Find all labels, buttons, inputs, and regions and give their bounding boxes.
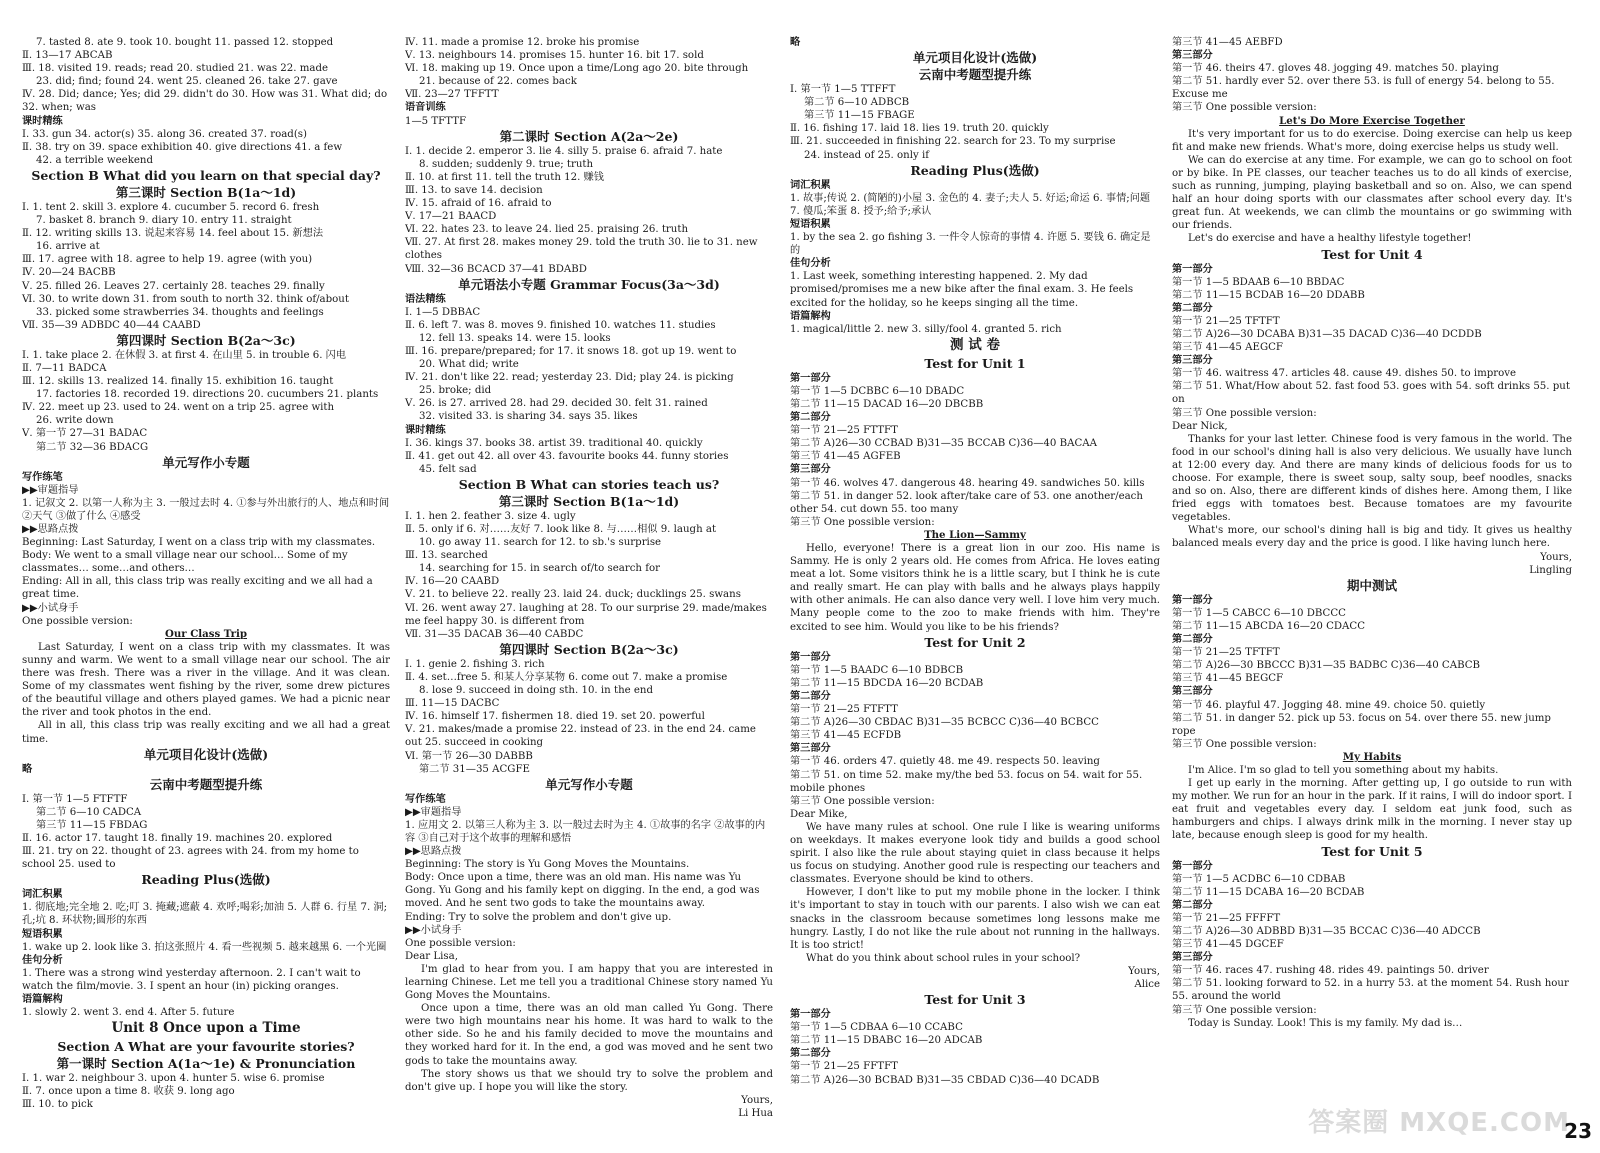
answer-line: 1. 彻底地;完全地 2. 吃;叮 3. 掩藏;遮蔽 4. 欢呼;喝彩;加油 5. 人群 6. 行星 7. 洞;孔;坑 8. 环状物;圆形的东西 xyxy=(22,902,388,927)
answer-line: 第二节 6—10 ADBCB xyxy=(804,97,910,109)
answer-line: 8. sudden; suddenly 9. true; truth xyxy=(419,158,594,170)
answer-line: Ⅵ. 30. to write down 31. from south to north 32. think of/about xyxy=(22,293,349,305)
answer-line: 10. go away 11. search for 12. to sb.'s surprise xyxy=(419,537,662,549)
answer-line: 1. Last week, something interesting happened. 2. My dad promised/promises me a new bike after the final exam. 3. He feels excited for the holiday, so he keeps singing all the time. xyxy=(790,271,1134,309)
answer-line: Ⅰ. 1. genie 2. fishing 3. rich xyxy=(405,658,545,670)
answer-line: 17. factories 18. recorded 19. directions 20. cucumbers 21. plants xyxy=(36,389,379,401)
answer-line: Ⅴ. 第一节 27—31 BADAC xyxy=(22,428,148,440)
answer-line: Ⅲ. 12. skills 13. realized 14. finally 15. exhibition 16. taught xyxy=(22,376,334,388)
answer-line: 第二节 51. What/How about 52. fast food 53. goes with 54. soft drinks 55. put on xyxy=(1172,381,1570,406)
answer-line: 第三节 One possible version: xyxy=(1172,738,1317,750)
answer-line: 第一节 1—5 BAADC 6—10 BDBCB xyxy=(790,664,964,676)
answer-line: Ⅶ. 31—35 DACAB 36—40 CABDC xyxy=(405,628,584,640)
answer-line: 8. lose 9. succeed in doing sth. 10. in the end xyxy=(419,685,654,697)
answer-line: Ending: All in all, this class trip was really exciting and we all had a great time. xyxy=(22,576,373,601)
answer-line: 第二节 A)26—30 CBDAC B)31—35 BCBCC C)36—40 BCBCC xyxy=(790,717,1099,729)
sub-heading: 第一部分 xyxy=(790,1008,831,1021)
section-heading: 第二课时 Section A(2a～2e) xyxy=(499,128,679,144)
answer-line: Ⅳ. 21. don't like 22. read; yesterday 23. Did; play 24. is picking xyxy=(405,372,734,384)
answer-line: 第一节 1—5 BDAAB 6—10 BBDAC xyxy=(1172,276,1345,288)
answer-line: Ⅳ. 28. Did; dance; Yes; did 29. didn't do 30. How was 31. What did; do 32. when; was xyxy=(22,89,388,114)
section-heading: 单元语法小专题 Grammar Focus(3a～3d) xyxy=(458,276,720,292)
answer-line: 33. picked some strawberries 34. thoughts and feelings xyxy=(36,306,324,318)
answer-line: Ⅱ. 10. at first 11. tell the truth 12. 赚钱 xyxy=(405,171,604,183)
essay-paragraph: Thanks for your last letter. Chinese food is very famous in the world. The food in our school's dining hall is also very delicious. We usually have lunch at 12:00 every day. And there are many kinds of delicious foods for us to choose. For example, there is sweet soup, salty soup, beef noodles, snacks and so on. Also, there are different kinds of dishes here. Among them, I like fried eggs with tomatoes best. Because tomatoes are my favourite vegetables. xyxy=(1172,433,1572,524)
section-heading: Reading Plus(选做) xyxy=(141,872,271,888)
answer-line: Ⅳ. 16—20 CAABD xyxy=(405,576,500,588)
answer-line: 第一节 1—5 CDBAA 6—10 CCABC xyxy=(790,1022,963,1034)
sub-heading: 第三部分 xyxy=(790,742,831,755)
sub-heading: 第二部分 xyxy=(1172,898,1213,911)
answer-line: Ⅲ. 10. to pick xyxy=(22,1099,93,1111)
answer-line: Ⅳ. 20—24 BACBB xyxy=(22,267,116,279)
answer-line: 第三节 One possible version: xyxy=(790,795,935,807)
sub-heading: 略 xyxy=(22,762,33,775)
answer-line: Ⅶ. 35—39 ADBDC 40—44 CAABD xyxy=(22,319,201,331)
answer-line: 21. because of 22. comes back xyxy=(419,76,577,88)
answer-line: Ⅰ. 33. gun 34. actor(s) 35. along 36. created 37. road(s) xyxy=(22,128,307,140)
watermark: 答案圈 MXQE.COM xyxy=(1308,1108,1570,1138)
answer-line: Ⅴ. 13. neighbours 14. promises 15. hunter 16. bit 17. sold xyxy=(405,50,704,62)
sub-heading: 语法精练 xyxy=(405,292,446,305)
sub-heading: 词汇积累 xyxy=(22,888,63,901)
signature-line: Lingling xyxy=(1529,564,1572,576)
answer-column-2 xyxy=(405,36,773,1120)
signature-line: Yours, xyxy=(1128,965,1160,977)
answer-line: 1. wake up 2. look like 3. 拍这张照片 4. 看一些视频 5. 越来越黑 6. 一个光圈 xyxy=(22,941,387,953)
answer-line: Ⅰ. 第一节 1—5 TTFFT xyxy=(790,84,896,96)
answer-line: ▶▶审题指导 xyxy=(22,484,79,496)
answer-line: Ⅲ. 18. visited 19. reads; read 20. studied 21. was 22. made xyxy=(22,63,329,75)
signature-line: Alice xyxy=(1134,979,1160,990)
answer-line: 第二节 51. on time 52. make my/the bed 53. focus on 54. wait for 55. mobile phones xyxy=(790,769,1143,794)
section-heading: Test for Unit 5 xyxy=(1321,843,1423,859)
essay-paragraph: All in all, this class trip was really exciting and we all had a great time. xyxy=(22,720,390,745)
sub-heading: 第一部分 xyxy=(790,371,831,384)
answer-line: Ⅱ. 13—17 ABCAB xyxy=(22,50,113,62)
answer-line: Ⅱ. 38. try on 39. space exhibition 40. give directions 41. a few xyxy=(22,141,343,153)
section-heading: 单元写作小专题 xyxy=(162,454,250,470)
answer-line: 第二节 6—10 CADCA xyxy=(36,806,142,818)
answer-line: Ⅰ. 1. hen 2. feather 3. size 4. ugly xyxy=(405,510,576,522)
sub-heading: 写作练笔 xyxy=(22,470,63,483)
essay-title: The Lion—Sammy xyxy=(924,528,1026,541)
answer-line: 1—5 TFTTF xyxy=(405,115,467,127)
answer-line: 1. 应用文 2. 以第三人称为主 3. 以一般过去时为主 4. ①故事的名字 ②故事的内容 ③自己对于这个故事的理解和感悟 xyxy=(405,819,766,844)
answer-line: One possible version: xyxy=(405,937,516,949)
answer-line: 第三节 11—15 FBDAG xyxy=(36,819,148,831)
answer-line: Ⅰ. 1. tent 2. skill 3. explore 4. cucumber 5. record 6. fresh xyxy=(22,201,320,213)
section-heading: 云南中考题型提升练 xyxy=(149,776,263,792)
answer-line: 1. 记叙文 2. 以第一人称为主 3. 一般过去时 4. ①参与外出旅行的人、地点和时间 ②天气 ③做了什么 ④感受 xyxy=(22,497,390,522)
answer-line: Ⅵ. 第一节 26—30 DABBB xyxy=(405,750,533,762)
sub-heading: 第一部分 xyxy=(1172,593,1213,606)
section-heading: Reading Plus(选做) xyxy=(910,162,1040,178)
answer-line: 第二节 A)26—30 DCABA B)31—35 DACAD C)36—40 DCDDB xyxy=(1172,328,1482,340)
answer-line: 第三节 One possible version: xyxy=(790,516,935,528)
answer-line: 14. searching for 15. in search of/to search for xyxy=(419,563,660,575)
sub-heading: 略 xyxy=(790,36,801,48)
answer-line: Dear Mike, xyxy=(790,808,848,820)
answer-line: 第二节 A)26—30 BBCCC B)31—35 BADBC C)36—40 CABCB xyxy=(1172,660,1481,672)
sub-heading: 第一部分 xyxy=(1172,262,1213,275)
signature-line: Li Hua xyxy=(738,1107,773,1119)
answer-line: 第三节 One possible version: xyxy=(1172,407,1317,419)
answer-line: 第二节 11—15 BCDAB 16—20 DDABB xyxy=(1172,289,1365,301)
answer-line: Ⅴ. 21. to believe 22. really 23. laid 24. duck; ducklings 25. swans xyxy=(405,589,741,601)
essay-title: My Habits xyxy=(1342,750,1402,763)
answer-line: 第二节 51. looking forward to 52. in a hurry 53. at the moment 54. Rush hour 55. around the world xyxy=(1172,978,1569,1003)
sub-heading: 语篇解构 xyxy=(790,309,831,322)
answer-line: 45. felt sad xyxy=(419,463,477,475)
answer-line: 第三节 11—15 FBAGE xyxy=(804,110,915,122)
answer-column-4 xyxy=(1172,36,1572,1030)
answer-line: Ⅱ. 12. writing skills 13. 说起来容易 14. feel about 15. 新想法 xyxy=(22,228,324,240)
answer-line: 1. There was a strong wind yesterday afternoon. 2. I can't wait to watch the film/movie. 3. I spent an hour (in) picking oranges. xyxy=(22,967,361,992)
sub-heading: 第三部分 xyxy=(1172,951,1213,964)
answer-line: Ⅱ. 7. once upon a time 8. 收获 9. long ago xyxy=(22,1086,235,1098)
answer-line: 1. 故事;传说 2. (简陋的)小屋 3. 金色的 4. 妻子;夫人 5. 好运;命运 6. 事情;问题 7. 傻瓜;笨蛋 8. 授予;给予;承认 xyxy=(790,192,1151,217)
section-heading: 单元项目化设计(选做) xyxy=(912,50,1038,66)
answer-line: 26. write down xyxy=(36,415,114,427)
answer-line: 第二节 A)26—30 CCBAD B)31—35 BCCAB C)36—40 BACAA xyxy=(790,438,1097,450)
sub-heading: 词汇积累 xyxy=(790,178,831,191)
answer-line: Ⅶ. 23—27 TFFTT xyxy=(405,89,499,101)
signature-line: Yours, xyxy=(1540,551,1572,563)
answer-line: 第二节 51. in danger 52. look after/take care of 53. one another/each other 54. cut down 55. too many xyxy=(790,490,1143,515)
section-heading: Section B What can stories teach us? xyxy=(458,476,720,492)
sub-heading: 第二部分 xyxy=(1172,633,1213,646)
answer-line: 第二节 A)26—30 ADBBD B)31—35 BCCAC C)36—40 ADCCB xyxy=(1172,926,1481,937)
answer-line: 第一节 46. orders 47. quietly 48. me 49. respects 50. leaving xyxy=(790,756,1100,768)
answer-line: Ⅰ. 1—5 DBBAC xyxy=(405,306,481,318)
essay-paragraph: Hello, everyone! There is a great lion in our zoo. His name is Sammy. He is only 2 years old. He comes from Africa. He loves eating meat a lot. Some visitors think he is a little scary, but I think he is cute and really smart. He can play with balls and he always plays happily with other animals. He can also dance very well. I love him very much. Many people come to the zoo to make friends with him. They're excited to see him. Would you like to be his friends? xyxy=(790,543,1160,633)
essay-paragraph: The story shows us that we should try to solve the problem and don't give up. I hope you will like the story. xyxy=(405,1068,773,1093)
essay-paragraph: What do you think about school rules in your school? xyxy=(806,952,1081,964)
section-heading: 第四课时 Section B(2a～3c) xyxy=(116,332,296,348)
section-heading: 期中测试 xyxy=(1346,577,1397,593)
answer-line: 32. visited 33. is sharing 34. says 35. likes xyxy=(419,411,638,423)
answer-line: Ⅰ. 1. take place 2. 在休假 3. at first 4. 在山里 5. in trouble 6. 闪电 xyxy=(22,349,347,361)
answer-line: Ⅱ. 6. left 7. was 8. moves 9. finished 10. watches 11. studies xyxy=(405,319,716,331)
answer-line: Dear Nick, xyxy=(1172,420,1228,432)
answer-line: 1. slowly 2. went 3. end 4. After 5. future xyxy=(22,1007,235,1019)
answer-line: 12. fell 13. speaks 14. were 15. looks xyxy=(419,332,611,344)
answer-line: 24. instead of 25. only if xyxy=(804,149,930,161)
answer-line: Beginning: The story is Yu Gong Moves the Mountains. xyxy=(405,859,690,871)
essay-paragraph: Last Saturday, I went on a class trip with my classmates. It was sunny and warm. We went to a small village near our school. The air there was fresh. There was a river in the village. And it was clean. Some of my classmates went fishing by the river, some drew pictures of the beautiful village and others played games. We had a picnic near the river and took photos in the end. xyxy=(22,641,390,719)
sub-heading: 第一部分 xyxy=(1172,859,1213,872)
sub-heading: 第二部分 xyxy=(790,411,831,424)
answer-line: 第一节 21—25 FFFFT xyxy=(1172,912,1281,924)
essay-paragraph: I get up early in the morning. After getting up, I go outside to run with my mother. We run for an hour in the park. If it rains, I will do indoor sport. I eat fruit and vegetables every day. I seldom eat junk food, such as hamburgers and chips. I always drink milk in the morning. I never stay up late, because enough sleep is good for my health. xyxy=(1172,778,1572,842)
essay-paragraph: What's more, our school's dining hall is big and tidy. It gives us healthy balanced meals every day and the price is good. I like having lunch here. xyxy=(1172,525,1572,550)
answer-column-1 xyxy=(22,36,390,1111)
answer-line: One possible version: xyxy=(22,615,133,627)
answer-line: Ⅱ. 16. actor 17. taught 18. finally 19. machines 20. explored xyxy=(22,832,333,844)
answer-line: Ⅲ. 13. to save 14. decision xyxy=(405,184,543,196)
answer-line: 7. tasted 8. ate 9. took 10. bought 11. passed 12. stopped xyxy=(36,37,334,48)
answer-line: 1. magical/little 2. new 3. silly/fool 4. granted 5. rich xyxy=(790,323,1062,335)
answer-line: Ⅰ. 1. decide 2. emperor 3. lie 4. silly 5. praise 6. afraid 7. hate xyxy=(405,145,723,157)
answer-line: Ⅴ. 26. is 27. arrived 28. had 29. decided 30. felt 31. rained xyxy=(405,398,708,410)
answer-line: ▶▶审题指导 xyxy=(405,806,462,818)
answer-line: 第一节 1—5 CABCC 6—10 DBCCC xyxy=(1172,607,1346,619)
essay-paragraph: Let's do exercise and have a healthy lifestyle together! xyxy=(1188,233,1472,245)
answer-line: Ⅲ. 13. searched xyxy=(405,550,488,562)
section-heading: 单元项目化设计(选做) xyxy=(143,746,269,762)
answer-line: 第一节 46. theirs 47. gloves 48. jogging 49. matches 50. playing xyxy=(1172,63,1499,75)
essay-paragraph: We have many rules at school. One rule I like is wearing uniforms on weekdays. It makes everyone look tidy and builds a good school spirit. I also like the rule about staying quiet in class because it helps us focus on studying. Another good rule is respecting our teachers and classmates. Everyone should be kind to others. xyxy=(790,821,1160,886)
answer-line: 第二节 51. in danger 52. pick up 53. focus on 54. over there 55. new jump rope xyxy=(1172,712,1551,737)
essay-paragraph: We can do exercise at any time. For example, we can go to school on foot or by bike. In PE classes, our teacher teaches us to do all kinds of exercise, such as running, jumping, playing basketball and so on. Also, we can spend half an hour doing sports with our classmates after school every day. It's great fun. At weekends, we can climb the mountains or go swimming with our friends. xyxy=(1172,154,1572,232)
answer-line: 16. arrive at xyxy=(36,241,100,253)
answer-line: Body: We went to a small village near our school… Some of my classmates… some…and others… xyxy=(22,550,348,575)
section-heading: Section A What are your favourite stories? xyxy=(57,1039,355,1055)
section-heading: Test for Unit 1 xyxy=(924,355,1026,371)
answer-line: Ⅱ. 16. fishing 17. laid 18. lies 19. truth 20. quickly xyxy=(790,123,1049,135)
unit-heading: Unit 8 Once upon a Time xyxy=(111,1020,301,1037)
essay-paragraph: It's very important for us to do exercise. Doing exercise can help us keep fit and make new friends. What's more, doing exercise helps us study well. xyxy=(1172,128,1572,153)
sub-heading: 课时精练 xyxy=(22,114,63,127)
answer-line: 第三节 41—45 AGFEB xyxy=(790,451,901,463)
answer-line: 第一节 21—25 TFTFT xyxy=(1172,647,1280,659)
answer-line: 第三节 41—45 AEBFD xyxy=(1172,37,1283,48)
answer-line: Ⅲ. 21. try on 22. thought of 23. agrees with 24. from my home to school 25. used to xyxy=(22,846,359,871)
essay-paragraph: Once upon a time, there was an old man called Yu Gong. There were two high mountains near his home. It was hard to walk to the other side. So he and his family decided to move the mountains and they worked hard for it. In the end, a god was moved and he sent two gods to take the mountains away. xyxy=(405,1003,773,1067)
essay-paragraph: However, I don't like to put my mobile phone in the locker. I think it's important to stay in touch with our parents. I also wish we can eat snacks in the classroom because sometimes long lessons make me hungry. Lastly, I do not like the rule about not running in the hallways. It is too strict! xyxy=(790,887,1160,951)
answer-line: 第三节 One possible version: xyxy=(1172,1004,1317,1016)
sub-heading: 第三部分 xyxy=(1172,49,1213,62)
answer-line: 第三节 41—45 BEGCF xyxy=(1172,673,1284,685)
answer-line: 第一节 1—5 DCBBC 6—10 DBADC xyxy=(790,385,965,397)
answer-line: Ⅰ. 第一节 1—5 FTFTF xyxy=(22,793,128,805)
answer-line: 第一节 1—5 ACDBC 6—10 CDBAB xyxy=(1172,873,1346,885)
answer-line: Ending: Try to solve the problem and don't give up. xyxy=(405,911,672,923)
page-number: 23 xyxy=(1564,1119,1592,1143)
essay-paragraph: Today is Sunday. Look! This is my family. My dad is… xyxy=(1188,1017,1463,1029)
answer-line: 第二节 11—15 DBABC 16—20 ADCAB xyxy=(790,1035,983,1047)
section-heading: 第三课时 Section B(1a～1d) xyxy=(115,184,297,200)
section-heading: 单元写作小专题 xyxy=(545,776,633,792)
answer-line: 第一节 21—25 FTFTT xyxy=(790,704,898,716)
answer-line: 第一节 46. wolves 47. dangerous 48. hearing 49. sandwiches 50. kills xyxy=(790,477,1145,489)
section-heading: Test for Unit 4 xyxy=(1321,246,1423,262)
sub-heading: 第一部分 xyxy=(790,650,831,663)
answer-line: 第三节 41—45 AEGCF xyxy=(1172,342,1283,354)
answer-line: Beginning: Last Saturday, I went on a class trip with my classmates. xyxy=(22,537,376,549)
answer-line: Ⅶ. 27. At first 28. makes money 29. told the truth 30. lie to 31. new clothes xyxy=(405,237,758,262)
sub-heading: 第三部分 xyxy=(790,463,831,476)
answer-line: Ⅳ. 11. made a promise 12. broke his promise xyxy=(405,37,640,48)
unit-heading: 测 试 卷 xyxy=(950,336,1000,353)
answer-line: 第二节 31—35 ACGFE xyxy=(419,763,530,775)
section-heading: 第四课时 Section B(2a～3c) xyxy=(499,641,679,657)
answer-line: 第三节 One possible version: xyxy=(1172,102,1317,114)
answer-line: 第二节 32—36 BDACG xyxy=(36,441,149,453)
essay-title: Our Class Trip xyxy=(165,627,247,640)
answer-line: Ⅱ. 5. only if 6. 对……友好 7. look like 8. 与……相似 9. laugh at xyxy=(405,524,717,535)
answer-line: ▶▶小试身手 xyxy=(22,602,79,614)
signature-line: Yours, xyxy=(741,1094,773,1106)
sub-heading: 第二部分 xyxy=(1172,301,1213,314)
answer-line: Dear Lisa, xyxy=(405,950,458,962)
answer-line: 第一节 46. races 47. rushing 48. rides 49. paintings 50. driver xyxy=(1172,965,1489,977)
answer-line: Ⅰ. 1. war 2. neighbour 3. upon 4. hunter 5. wise 6. promise xyxy=(22,1073,325,1085)
answer-line: Ⅱ. 7—11 BADCA xyxy=(22,362,107,374)
answer-line: Ⅵ. 22. hates 23. to leave 24. lied 25. praising 26. truth xyxy=(405,224,689,236)
answer-line: 42. a terrible weekend xyxy=(36,154,153,166)
sub-heading: 课时精练 xyxy=(405,423,446,436)
answer-line: ▶▶思路点拨 xyxy=(22,524,79,535)
answer-line: 第一节 21—25 TFTFT xyxy=(1172,315,1280,327)
answer-line: ▶▶思路点拨 xyxy=(405,846,462,858)
sub-heading: 短语积累 xyxy=(22,927,63,940)
answer-line: Ⅳ. 15. afraid of 16. afraid to xyxy=(405,198,552,210)
answer-line: Ⅲ. 17. agree with 18. agree to help 19. agree (with you) xyxy=(22,254,313,266)
answer-line: Ⅳ. 22. meet up 23. used to 24. went on a trip 25. agree with xyxy=(22,402,335,414)
essay-paragraph: I'm glad to hear from you. I am happy that you are interested in learning Chinese. Let me tell you a traditional Chinese story named Yu Gong Moves the Mountains. xyxy=(405,963,773,1002)
answer-line: 第二节 11—15 ABCDA 16—20 CDACC xyxy=(1172,620,1366,632)
answer-line: Ⅵ. 26. went away 27. laughing at 28. To our surprise 29. made/makes me feel happy 30. is different from xyxy=(405,602,767,627)
section-heading: 云南中考题型提升练 xyxy=(918,67,1032,83)
answer-line: Body: Once upon a time, there was an old man. His name was Yu Gong. Yu Gong and his family kept on digging. In the end, a god was moved. And he sent two gods to take the mountains away. xyxy=(405,872,760,910)
answer-line: 第二节 11—15 DACAD 16—20 DBCBB xyxy=(790,398,984,410)
answer-line: Ⅴ. 25. filled 26. Leaves 27. certainly 28. teaches 29. finally xyxy=(22,280,325,292)
sub-heading: 第三部分 xyxy=(1172,354,1213,367)
answer-line: 第二节 A)26—30 BCBAD B)31—35 CBDAD C)36—40 DCADB xyxy=(790,1074,1100,1086)
sub-heading: 第二部分 xyxy=(790,1047,831,1060)
answer-line: 第二节 11—15 DCABA 16—20 BCDAB xyxy=(1172,886,1365,898)
answer-line: Ⅲ. 11—15 DACBC xyxy=(405,698,500,710)
answer-line: Ⅳ. 16. himself 17. fishermen 18. died 19. set 20. powerful xyxy=(405,711,705,723)
answer-column-3 xyxy=(790,36,1160,1087)
essay-paragraph: I'm Alice. I'm so glad to tell you something about my habits. xyxy=(1188,764,1499,776)
essay-title: Let's Do More Exercise Together xyxy=(1279,114,1465,127)
answer-line: 1. by the sea 2. go fishing 3. 一件令人惊奇的事情 4. 许愿 5. 要钱 6. 确定是的 xyxy=(790,232,1151,257)
section-heading: Test for Unit 3 xyxy=(924,992,1026,1008)
sub-heading: 佳句分析 xyxy=(22,953,63,966)
answer-line: 第一节 46. waitress 47. articles 48. cause 49. dishes 50. to improve xyxy=(1172,368,1517,380)
sub-heading: 写作练笔 xyxy=(405,792,446,805)
answer-line: 第二节 11—15 BDCDA 16—20 BCDAB xyxy=(790,677,984,689)
answer-line: 第一节 21—25 FFTFT xyxy=(790,1061,898,1073)
sub-heading: 语音训练 xyxy=(405,101,446,114)
answer-line: Ⅱ. 41. get out 42. all over 43. favourite books 44. funny stories xyxy=(405,450,729,462)
answer-line: ▶▶小试身手 xyxy=(405,924,462,936)
sub-heading: 第三部分 xyxy=(1172,685,1213,698)
answer-line: Ⅴ. 21. makes/made a promise 22. instead of 23. in the end 24. came out 25. succeed in cooking xyxy=(405,724,756,749)
answer-line: 7. basket 8. branch 9. diary 10. entry 11. straight xyxy=(36,215,292,227)
answer-line: Ⅱ. 4. set…free 5. 和某人分享某物 6. come out 7. make a promise xyxy=(405,671,728,683)
section-heading: Test for Unit 2 xyxy=(924,634,1026,650)
sub-heading: 短语积累 xyxy=(790,217,831,230)
section-heading: 第一课时 Section A(1a～1e) & Pronunciation xyxy=(56,1056,356,1072)
answer-line: Ⅰ. 36. kings 37. books 38. artist 39. traditional 40. quickly xyxy=(405,437,703,449)
sub-heading: 佳句分析 xyxy=(790,257,831,270)
answer-line: Ⅵ. 18. making up 19. Once upon a time/Long ago 20. bite through xyxy=(405,63,749,75)
answer-line: Ⅲ. 21. succeeded in finishing 22. search for 23. To my surprise xyxy=(790,136,1116,148)
answer-line: 20. What did; write xyxy=(419,359,519,371)
section-heading: 第三课时 Section B(1a～1d) xyxy=(498,493,680,509)
answer-line: 第三节 41—45 ECFDB xyxy=(790,730,902,742)
answer-line: 23. did; find; found 24. went 25. cleaned 26. take 27. gave xyxy=(36,76,338,88)
answer-line: 25. broke; did xyxy=(419,385,492,397)
answer-line: 第一节 46. playful 47. Jogging 48. mine 49. choice 50. quietly xyxy=(1172,699,1486,711)
answer-line: 第二节 51. hardly ever 52. over there 53. is full of energy 54. belong to 55. Excuse me xyxy=(1172,76,1555,101)
section-heading: Section B What did you learn on that special day? xyxy=(31,167,381,183)
answer-line: 第三节 41—45 DGCEF xyxy=(1172,939,1284,951)
sub-heading: 语篇解构 xyxy=(22,993,63,1005)
sub-heading: 第二部分 xyxy=(790,689,831,702)
answer-line: Ⅷ. 32—36 BCACD 37—41 BDABD xyxy=(405,263,587,275)
answer-line: Ⅲ. 16. prepare/prepared; for 17. it snows 18. got up 19. went to xyxy=(405,345,737,357)
answer-line: Ⅴ. 17—21 BAACD xyxy=(405,211,497,223)
answer-line: 第一节 21—25 FTTFT xyxy=(790,425,898,437)
